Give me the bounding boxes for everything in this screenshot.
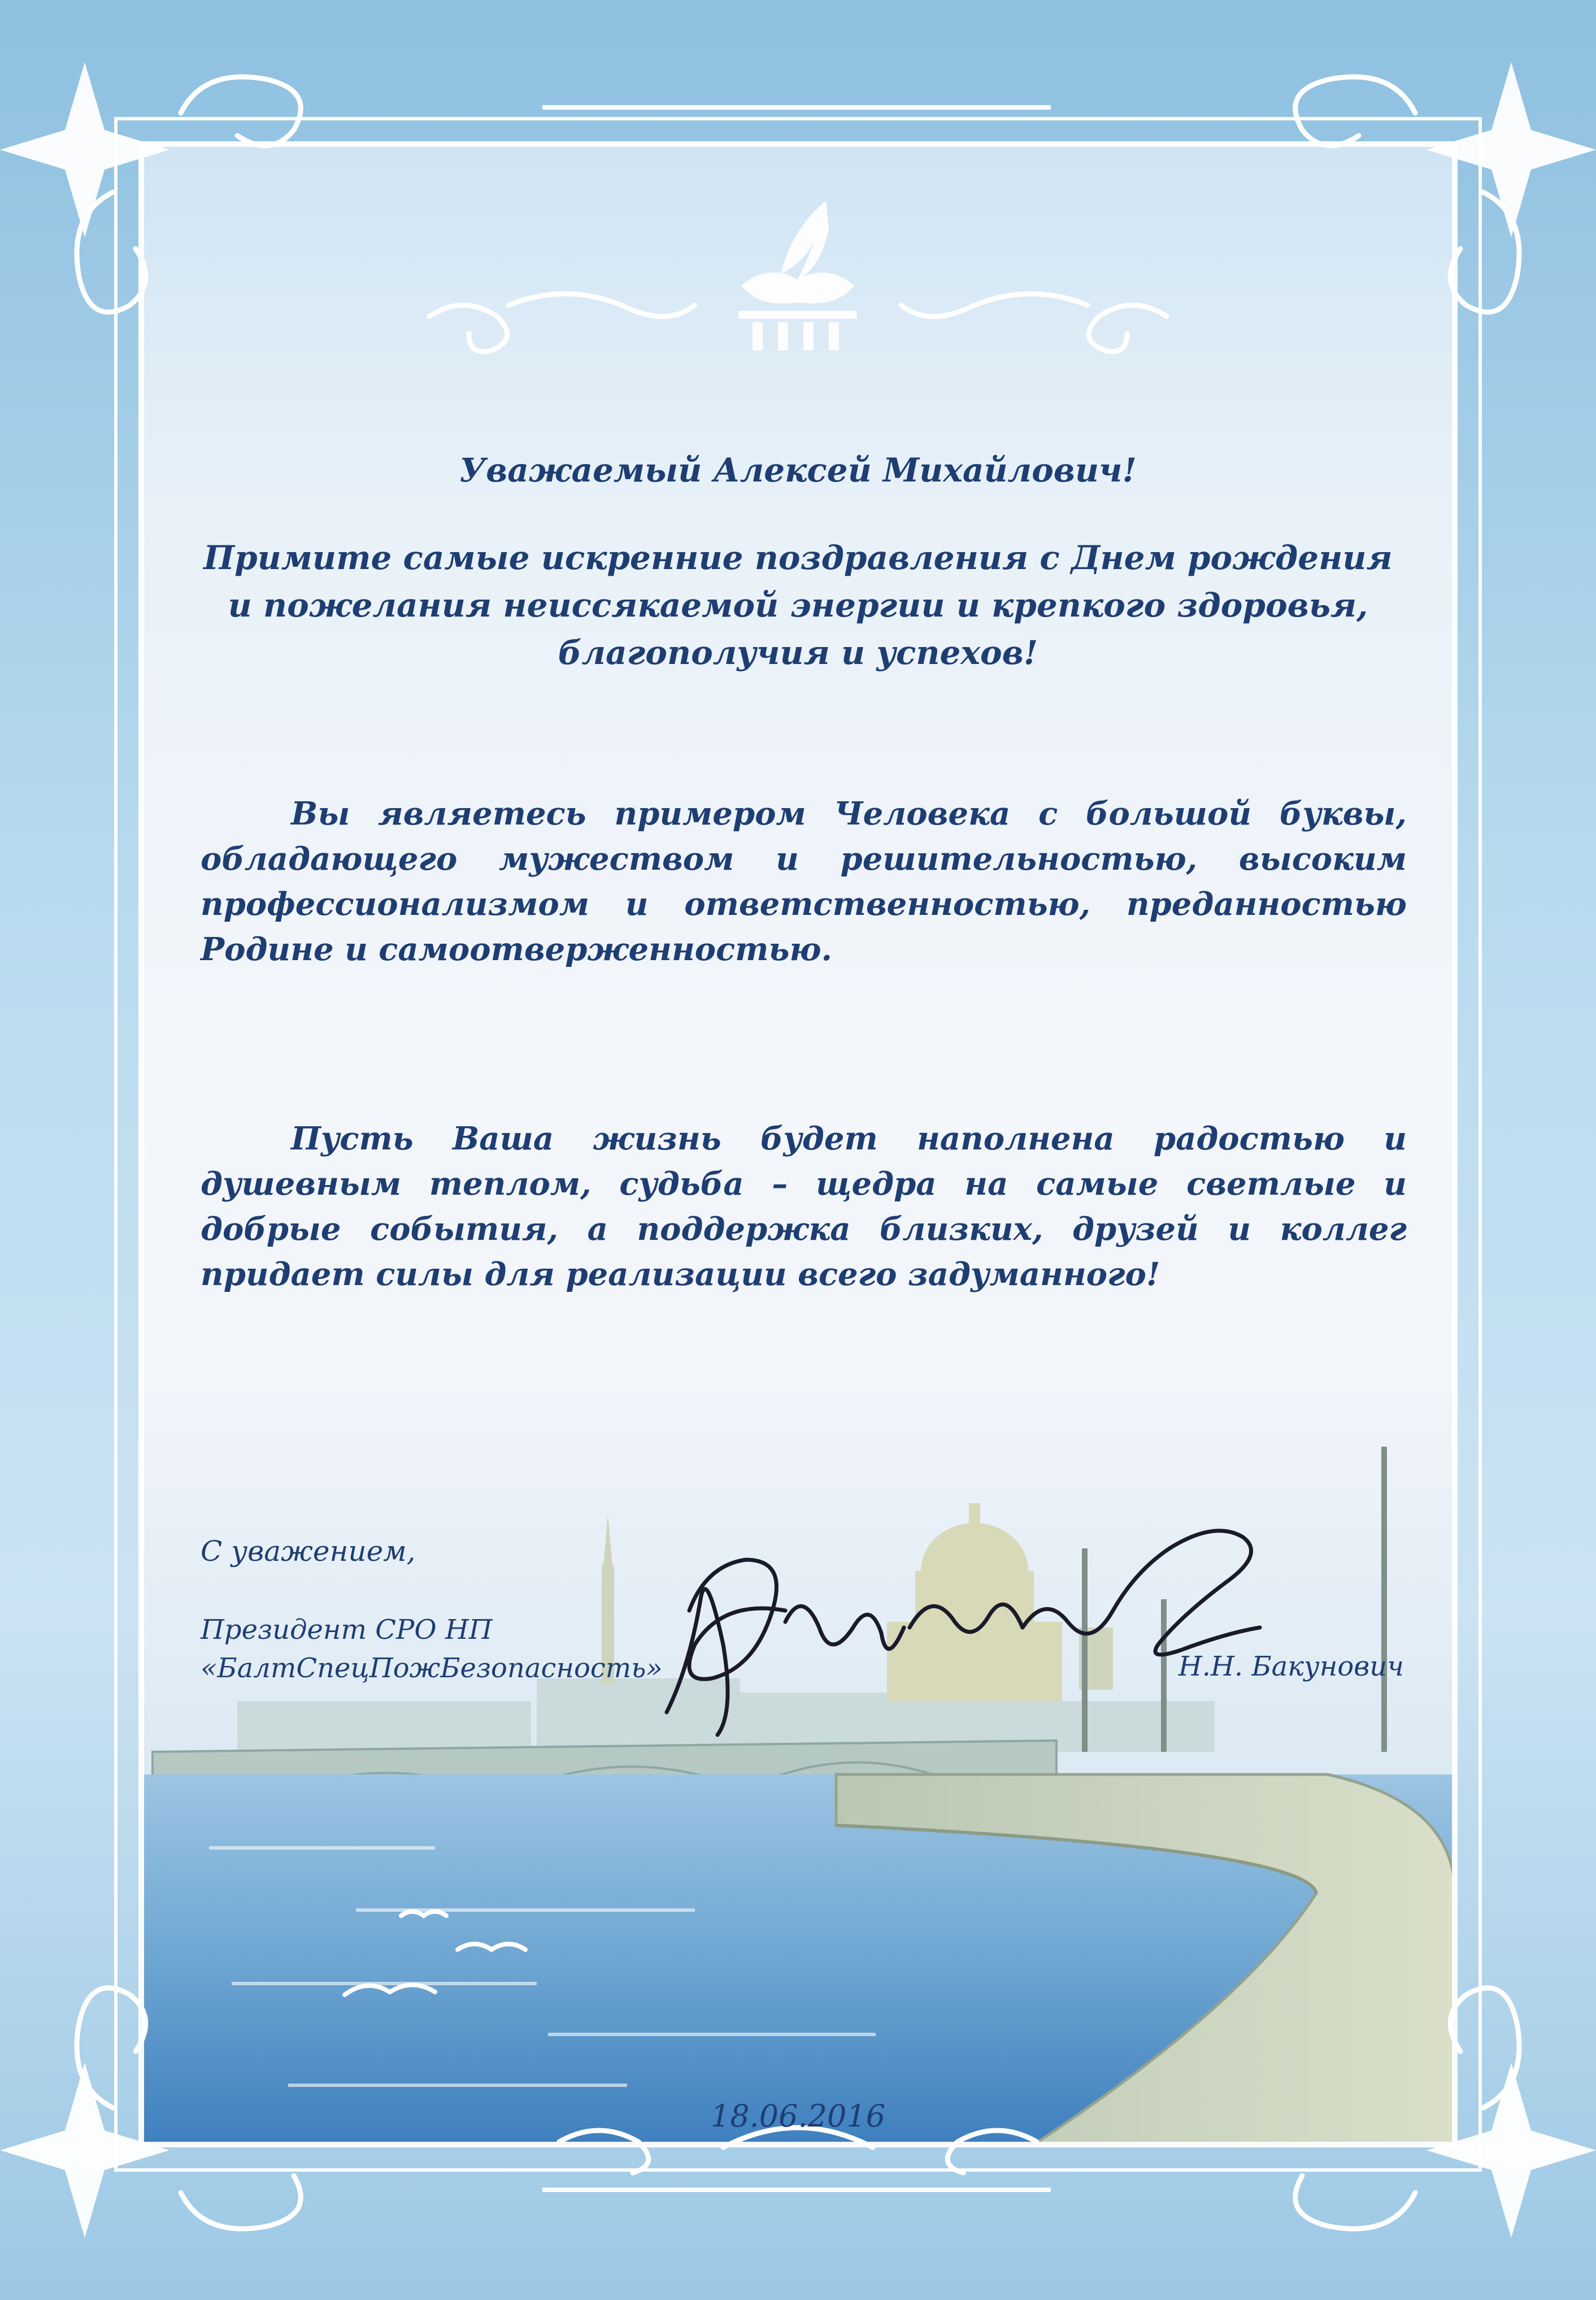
- paragraph-wishes: Пусть Ваша жизнь будет наполнена радостью и душевным теплом, судьба – щедра на самые светлые и добрые события, а поддержка близких, друзей и коллег придает силы для реализации всего задуманного!: [201, 1120, 1407, 1293]
- wishes-line-1: Примите самые искренние поздравления с Днем рождения: [203, 539, 1393, 577]
- paragraph-qualities: Вы являетесь примером Человека с большой буквы, обладающего мужеством и решительностью, высоким профессионализмом и ответственностью, преданностью Родине и самоотверженностью.: [201, 795, 1407, 968]
- sender-organization: «БалтСпецПожБезопасность»: [201, 1652, 663, 1684]
- sender-position-line-1: Президент СРО НП: [201, 1614, 493, 1646]
- wishes-block: [169, 534, 1427, 676]
- greeting-line: Уважаемый Алексей Михайлович!: [459, 451, 1137, 489]
- closing-phrase: С уважением,: [201, 1535, 416, 1568]
- wishes-line-2: и пожелания неиссякаемой энергии и крепкого здоровья,: [228, 586, 1368, 624]
- letter-date: 18.06.2016: [710, 2098, 886, 2134]
- sender-name: Н.Н. Бакунович: [1178, 1651, 1404, 1682]
- wishes-line-3: благополучия и успехов!: [558, 633, 1038, 672]
- handwritten-signature: [616, 1498, 1282, 1757]
- sender-position: [201, 1611, 663, 1687]
